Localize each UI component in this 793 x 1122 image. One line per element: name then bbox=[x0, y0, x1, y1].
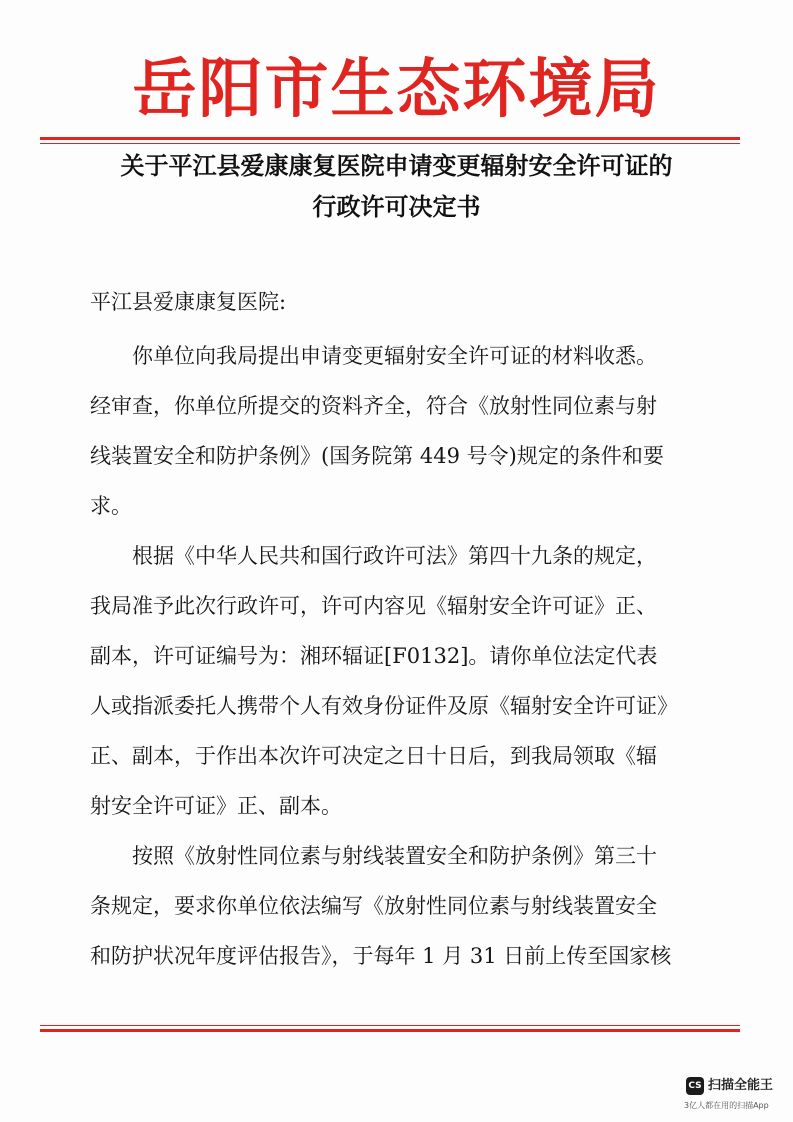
body-line: 副本，许可证编号为：湘环辐证[F0132]。请你单位法定代表 bbox=[90, 644, 658, 668]
header-rule-thick bbox=[40, 137, 740, 140]
body-line: 经审查，你单位所提交的资料齐全，符合《放射性同位素与射 bbox=[90, 394, 657, 418]
body-line: 按照《放射性同位素与射线装置安全和防护条例》第三十 bbox=[90, 844, 657, 868]
document-title-line-1: 关于平江县爱康康复医院申请变更辐射安全许可证的 bbox=[120, 152, 673, 180]
scanner-app-tagline: 3亿人都在用的扫描App bbox=[684, 1101, 769, 1110]
body-line: 我局准予此次行政许可，许可内容见《辐射安全许可证》正、 bbox=[90, 594, 657, 618]
body-line: 线装置安全和防护条例》(国务院第 449 号令)规定的条件和要 bbox=[90, 444, 664, 468]
document-title-line-2: 行政许可决定书 bbox=[312, 193, 481, 221]
body-line: 条规定，要求你单位依法编写《放射性同位素与射线装置安全 bbox=[90, 894, 657, 918]
body-line: 你单位向我局提出申请变更辐射安全许可证的材料收悉。 bbox=[90, 344, 657, 368]
addressee-line: 平江县爱康康复医院: bbox=[90, 290, 287, 314]
header-rule-thin bbox=[40, 143, 740, 144]
scanner-app-name: 扫描全能王 bbox=[708, 1078, 774, 1093]
scanner-app-logo-icon: CS bbox=[686, 1077, 704, 1095]
body-line: 和防护状况年度评估报告》，于每年 1 月 31 日前上传至国家核 bbox=[90, 944, 672, 968]
footer-rule-thick bbox=[40, 1029, 740, 1032]
body-line: 根据《中华人民共和国行政许可法》第四十九条的规定， bbox=[90, 544, 657, 568]
footer-rule-thin bbox=[40, 1025, 740, 1026]
body-line: 射安全许可证》正、副本。 bbox=[90, 794, 342, 818]
body-line: 正、副本，于作出本次许可决定之日十日后，到我局领取《辐 bbox=[90, 744, 657, 768]
body-line: 人或指派委托人携带个人有效身份证件及原《辐射安全许可证》 bbox=[90, 694, 678, 718]
body-line: 求。 bbox=[90, 494, 132, 518]
agency-header: 岳阳市生态环境局 bbox=[132, 52, 661, 127]
